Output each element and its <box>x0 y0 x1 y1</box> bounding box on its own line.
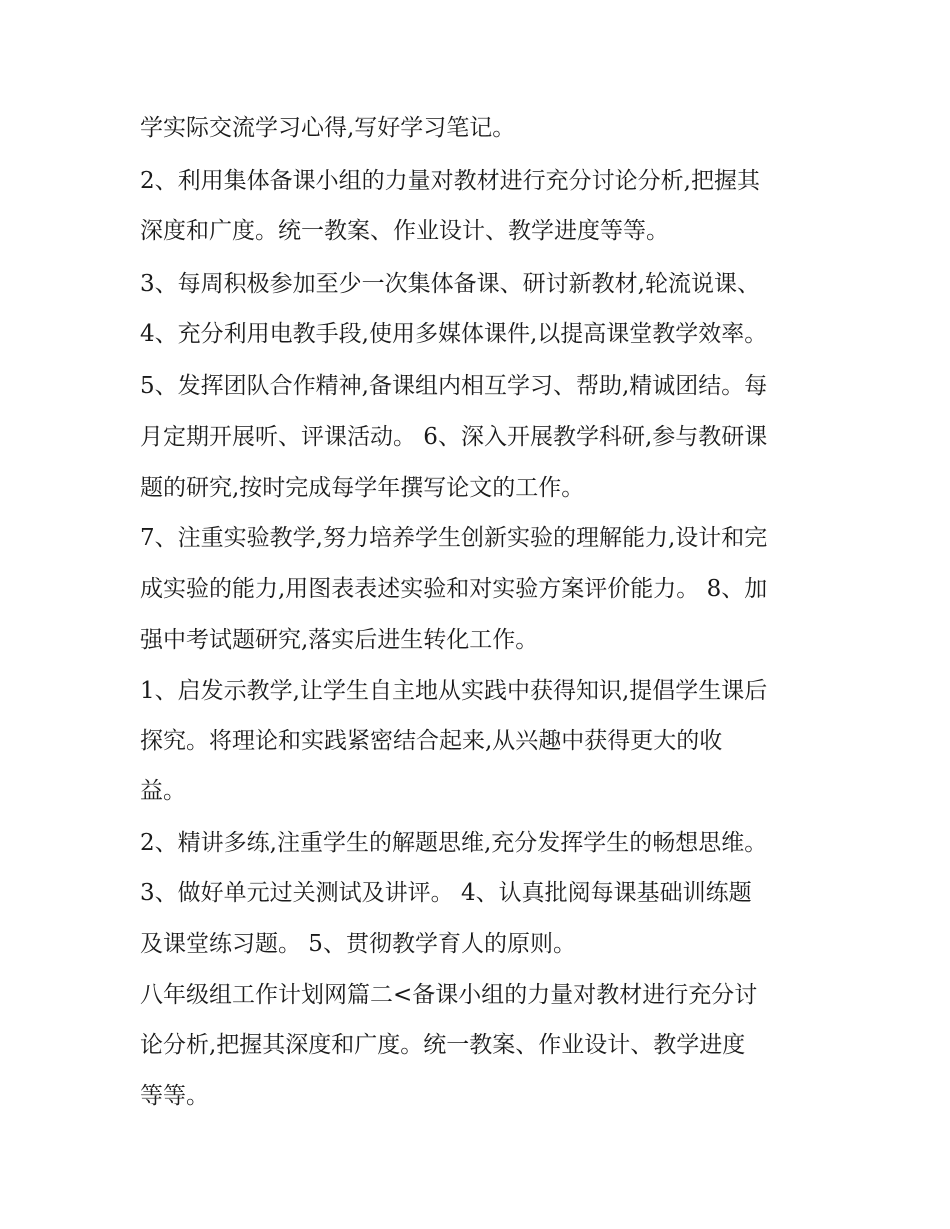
text-line: 及课堂练习题。 5、贯彻教学育人的原则。 <box>140 931 576 957</box>
text-line: 深度和广度。统一教案、作业设计、教学进度等等。 <box>140 218 669 244</box>
text-line: 2、利用集体备课小组的力量对教材进行充分讨论分析,把握其 <box>140 168 760 194</box>
text-line: 论分析,把握其深度和广度。统一教案、作业设计、教学进度 <box>140 1032 746 1058</box>
text-line: 等等。 <box>140 1083 209 1109</box>
text-line: 月定期开展听、评课活动。 6、深入开展教学科研,参与教研课 <box>140 424 768 450</box>
text-line: 2、精讲多练,注重学生的解题思维,充分发挥学生的畅想思维。 <box>140 830 768 856</box>
text-line: 5、发挥团队合作精神,备课组内相互学习、帮助,精诚团结。每 <box>140 373 768 399</box>
text-line: 益。 <box>140 778 186 804</box>
text-line: 学实际交流学习心得,写好学习笔记。 <box>140 115 516 141</box>
text-line: 3、做好单元过关测试及讲评。 4、认真批阅每课基础训练题 <box>140 880 752 906</box>
text-line: 1、启发示教学,让学生自主地从实践中获得知识,提倡学生课后 <box>140 678 768 704</box>
text-line: 题的研究,按时完成每学年撰写论文的工作。 <box>140 475 585 501</box>
text-line: 成实验的能力,用图表表述实验和对实验方案评价能力。 8、加 <box>140 576 768 602</box>
text-line: 7、注重实验教学,努力培养学生创新实验的理解能力,设计和完 <box>140 525 768 551</box>
text-line: 4、充分利用电教手段,使用多媒体课件,以提高课堂教学效率。 <box>140 321 768 347</box>
text-line: 3、每周积极参加至少一次集体备课、研讨新教材,轮流说课、 <box>140 271 760 297</box>
text-line: 探究。将理论和实践紧密结合起来,从兴趣中获得更大的收 <box>140 728 723 754</box>
text-line: 强中考试题研究,落实后进生转化工作。 <box>140 627 539 653</box>
text-line: 八年级组工作计划网篇二<备课小组的力量对教材进行充分讨 <box>140 982 758 1008</box>
